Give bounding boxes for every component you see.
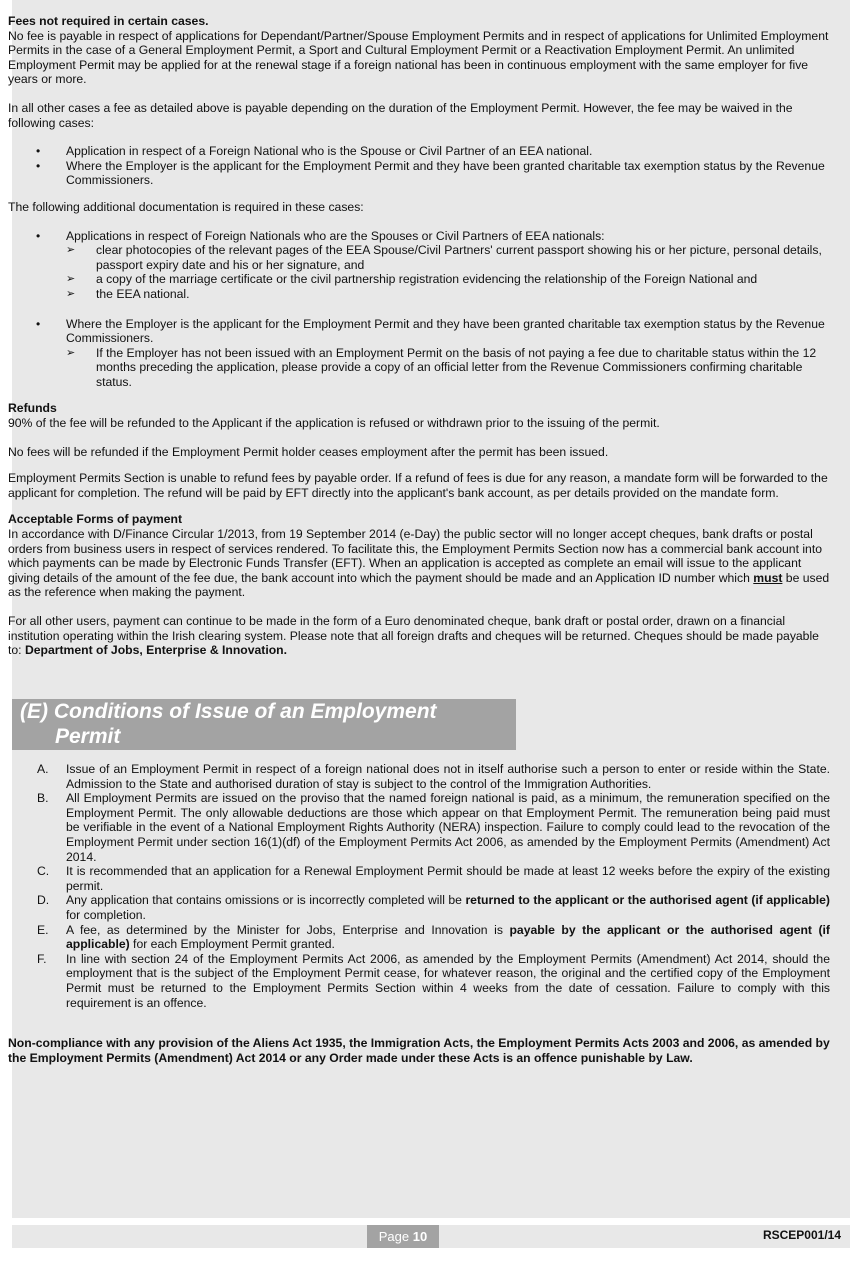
page-label: Page	[378, 1229, 410, 1244]
item-label: A.	[37, 762, 49, 776]
payment-text: In accordance with D/Finance Circular 1/2013, from 19 September 2014 (e-Day) the public sector will no longer accept cheques, bank drafts or postal orders from business users in respect of services rendered. To facilitate this, the Employment Permits Section now has a commercial bank account into which payments can be made by Electronic Funds Transfer (EFT). When an application is accepted as complete an email will issue to the applicant giving details of the amount of the fee due, the bank account into which the payment should be made and an Application ID number which	[8, 527, 822, 585]
list-item	[8, 893, 830, 922]
payment-paragraph-2	[8, 614, 830, 658]
payment-heading: Acceptable Forms of payment	[8, 512, 183, 527]
fees-paragraph-3: The following additional documentation is required in these cases:	[8, 199, 364, 214]
doc-bullet-2-sublist	[66, 346, 830, 390]
list-item	[8, 229, 830, 302]
conditions-body	[8, 762, 830, 1065]
list-item	[8, 762, 830, 791]
list-item: ➢ If the Employer has not been issued with an Employment Permit on the basis of not paying a fee due to charitable status within the 12 months preceding the application, please provide a copy of an official letter from the Revenue Commissioners confirming charitable status.	[66, 346, 830, 390]
item-emphasis: returned to the applicant or the authorised agent (if applicable)	[465, 893, 830, 908]
item-label: D.	[37, 893, 50, 908]
item-text: All Employment Permits are issued on the proviso that the named foreign national is paid, as a minimum, the remuneration specified on the Employment Permit. The only allowable deductions are those which appear on that Employment Permit. The remuneration being paid must be verifiable in the event of a National Employment Rights Authority (NERA) inspection. Failure to comply could lead to the revocation of the Employment Permit under section 16(1)(df) of the Employment Permits Act 2006, as amended by the Employment Permits (Amendment) Act 2014.	[66, 791, 830, 864]
list-item	[8, 791, 830, 864]
section-e-banner	[12, 699, 516, 750]
payment-paragraph-1	[8, 527, 830, 600]
item-text: Issue of an Employment Permit in respect of a foreign national does not in itself authorise such a person to enter or reside within the State. Admission to the State and authorised duration of stay is subject to the control of the Immigration Authorities.	[66, 762, 830, 791]
payment-must-emphasis: must	[753, 570, 783, 585]
payee-name: Department of Jobs, Enterprise & Innovation.	[24, 643, 288, 658]
section-e-title-line-2: Permit	[55, 725, 121, 748]
documentation-list	[8, 229, 830, 390]
section-e-title-line-1: (E) Conditions of Issue of an Employment	[20, 700, 437, 723]
item-label: B.	[37, 791, 49, 806]
refunds-paragraph-3: Employment Permits Section is unable to refund fees by payable order. If a refund of fees is due for any reason, a mandate form will be forwarded to the applicant for completion. The refund will be paid by EFT directly into the applicant's bank account, as per details provided on the mandate form.	[8, 471, 828, 500]
list-item	[8, 923, 830, 952]
payment-text: be used as the reference when making the payment.	[8, 570, 830, 600]
fees-paragraph-2: In all other cases a fee as detailed above is payable depending on the duration of the Employment Permit. However, the fee may be waived in the following cases:	[8, 100, 793, 130]
doc-bullet-1-sublist	[66, 243, 830, 301]
refunds-paragraph-2: No fees will be refunded if the Employment Permit holder ceases employment after the permit has been issued.	[8, 444, 609, 459]
item-label: E.	[37, 922, 49, 937]
conditions-list	[8, 762, 830, 1010]
list-item: ➢ a copy of the marriage certificate or the civil partnership registration evidencing the relationship of the Foreign National and	[66, 272, 830, 287]
item-text: for each Employment Permit granted.	[129, 937, 335, 952]
fees-heading: Fees not required in certain cases.	[8, 14, 209, 28]
fees-paragraph-1: No fee is payable in respect of applications for Dependant/Partner/Spouse Employment Permits and in respect of applications for Unlimited Employment Permits in the case of a General Employment Permit, a Sport and Cultural Employment Permit or a Reactivation Employment Permit. An unlimited Employment Permit may be applied for at the renewal stage if a foreign national has been in continuous employment with the same employer for five years or more.	[8, 28, 829, 87]
doc-bullet-2-text: Where the Employer is the applicant for the Employment Permit and they have been granted charitable tax exemption status by the Revenue Commissioners.	[66, 316, 825, 346]
payment-text: For all other users, payment can continue to be made in the form of a Euro denominated cheque, bank draft or postal order, drawn on a financial institution operating within the Irish clearing system. Please note that all foreign drafts and cheques will be returned. Cheques should be made payable to:	[8, 614, 819, 658]
item-label: F.	[37, 951, 47, 966]
non-compliance-notice: Non-compliance with any provision of the Aliens Act 1935, the Immigration Acts, the Employment Permits Acts 2003 and 2006, as amended by the Employment Permits (Amendment) Act 2014 or any Order made under these Acts is an offence punishable by Law.	[8, 1036, 830, 1065]
page-number-badge	[367, 1225, 439, 1248]
item-emphasis: payable by the applicant or the authorised agent (if applicable)	[66, 922, 830, 952]
waiver-list	[8, 144, 830, 188]
list-item	[8, 317, 830, 390]
refunds-heading: Refunds	[8, 401, 57, 416]
page-number: 10	[412, 1229, 428, 1244]
item-text: It is recommended that an application for a Renewal Employment Permit should be made at least 12 weeks before the expiry of the existing permit.	[66, 864, 830, 893]
item-text: In line with section 24 of the Employment Permits Act 2006, as amended by the Employment Permits (Amendment) Act 2014, should the employment that is the subject of the Employment Permit cease, for whatever reason, the original and the certified copy of the Employment Permit must be returned to the Employment Permits Section within 4 weeks from the date of cessation. Failure to comply with this requirement is an offence.	[66, 951, 830, 1010]
list-item: • Application in respect of a Foreign National who is the Spouse or Civil Partner of an EEA national.	[8, 144, 830, 159]
item-text: for completion.	[66, 907, 146, 922]
document-code: RSCEP001/14	[762, 1228, 841, 1242]
item-label: C.	[37, 864, 50, 879]
list-item	[8, 952, 830, 1010]
list-item: ➢ the EEA national.	[66, 287, 830, 302]
doc-bullet-1-text: Applications in respect of Foreign Nationals who are the Spouses or Civil Partners of EEA nationals:	[66, 228, 605, 243]
list-item: ➢ clear photocopies of the relevant pages of the EEA Spouse/Civil Partners' current passport showing his or her picture, personal details, passport expiry date and his or her signature, and	[66, 243, 830, 272]
item-text: Any application that contains omissions or is incorrectly completed will be	[66, 893, 466, 908]
document-body	[8, 14, 830, 658]
item-text: A fee, as determined by the Minister for Jobs, Enterprise and Innovation is	[66, 922, 510, 937]
refunds-paragraph-1: 90% of the fee will be refunded to the Applicant if the application is refused or withdrawn prior to the issuing of the permit.	[8, 416, 660, 431]
list-item	[8, 864, 830, 893]
list-item: • Where the Employer is the applicant for the Employment Permit and they have been granted charitable tax exemption status by the Revenue Commissioners.	[8, 159, 830, 188]
